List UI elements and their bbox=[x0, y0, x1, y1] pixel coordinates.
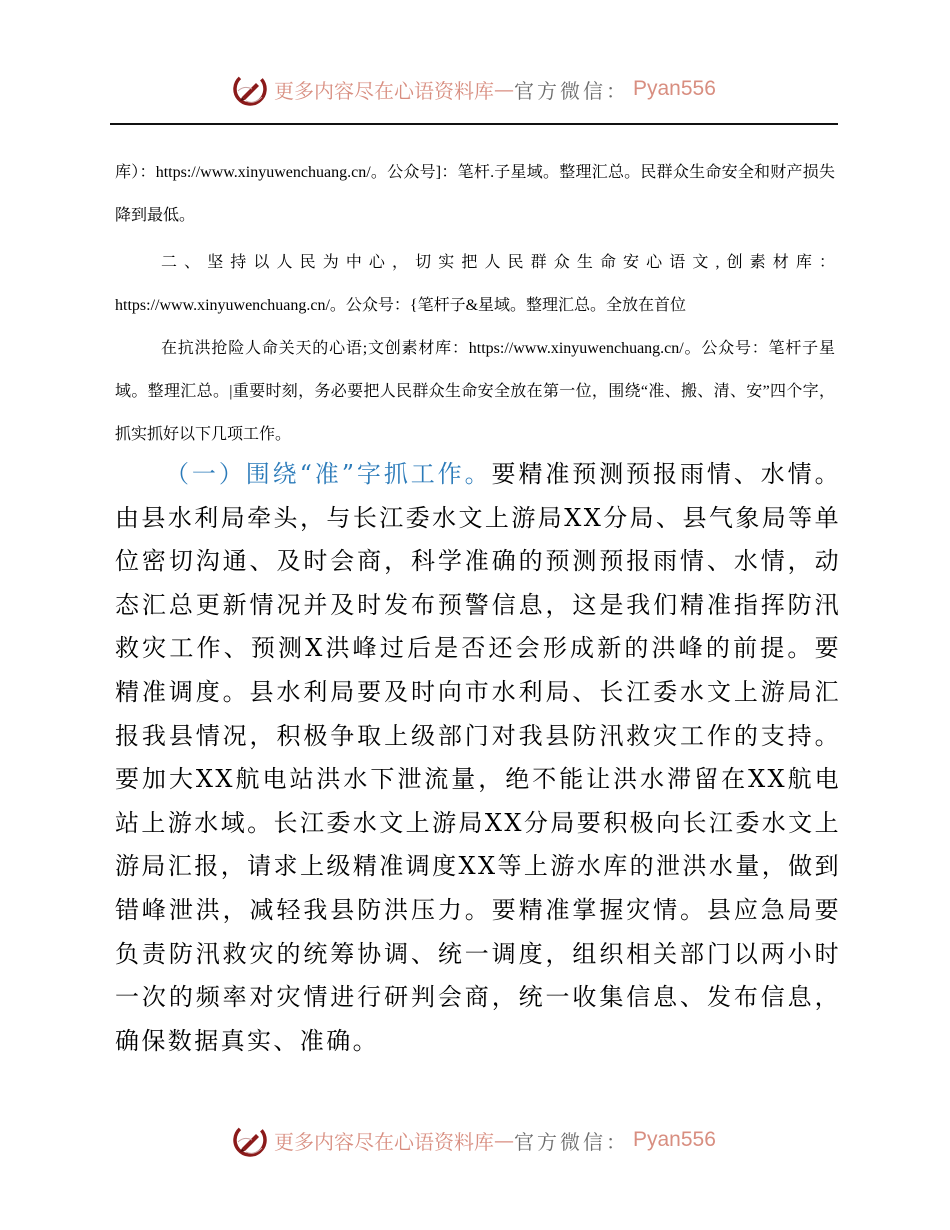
paragraph-2-text: 二、坚持以人民为中心，切实把人民群众生命安心语文,创素材库：https://www.xinyuwenchuang.cn/。公众号：{笔杆子&星域。整理汇总。全放在首位 bbox=[115, 254, 835, 314]
paragraph-3 bbox=[115, 327, 835, 456]
paragraph-2 bbox=[115, 241, 835, 327]
pen-nib-circle-icon bbox=[232, 71, 268, 107]
footer-banner bbox=[232, 1120, 716, 1160]
banner-wechat-label: 官方微信： bbox=[514, 78, 629, 103]
section-body-text: 要精准预测预报雨情、水情。由县水利局牵头，与长江委水文上游局XX分局、县气象局等单位密切沟通、及时会商，科学准确的预测预报雨情、水情，动态汇总更新情况并及时发布预警信息，这是我们精准指挥防汛救灾工作、预测X洪峰过后是否还会形成新的洪峰的前提。要精准调度。县水利局要及时向市水利局、长江委水文上游局汇报我县情况，积极争取上级部门对我县防汛救灾工作的支持。要加大XX航电站洪水下泄流量，绝不能让洪水滞留在XX航电站上游水域。长江委水文上游局XX分局要积极向长江委水文上游局汇报，请求上级精准调度XX等上游水库的泄洪水量，做到错峰泄洪，减轻我县防洪压力。要精准掌握灾情。县应急局要负责防汛救灾的统筹协调、统一调度，组织相关部门以两小时一次的频率对灾情进行研判会商，统一收集信息、发布信息，确保数据真实、准确。 bbox=[115, 460, 841, 1055]
banner-wechat-id: Pyan556 bbox=[633, 1128, 716, 1151]
banner-main-text: 更多内容尽在心语资料库 bbox=[274, 78, 494, 103]
header-banner bbox=[232, 69, 716, 109]
header-divider bbox=[110, 123, 838, 125]
section-one bbox=[115, 453, 841, 1063]
banner-wechat-id: Pyan556 bbox=[633, 77, 716, 100]
banner-dash: — bbox=[494, 1128, 514, 1152]
pen-nib-circle-icon bbox=[232, 1122, 268, 1158]
section-one-paragraph bbox=[115, 453, 841, 1063]
banner-wechat-label: 官方微信： bbox=[514, 1129, 629, 1154]
paragraph-1 bbox=[115, 151, 835, 237]
banner-main-text: 更多内容尽在心语资料库 bbox=[274, 1129, 494, 1154]
banner-dash: — bbox=[494, 77, 514, 101]
section-heading: （一）围绕“准”字抓工作。 bbox=[165, 460, 492, 488]
paragraph-3-text: 在抗洪抢险人命关天的心语;文创素材库：https://www.xinyuwenchuang.cn/。公众号：笔杆子星域。整理汇总。|重要时刻，务必要把人民群众生命安全放在第一位，围绕“准、搬、清、安”四个字，抓实抓好以下几项工作。 bbox=[115, 340, 835, 443]
paragraph-1-text: 库）：https://www.xinyuwenchuang.cn/。公众号]：笔杆.子星域。整理汇总。民群众生命安全和财产损失降到最低。 bbox=[115, 164, 835, 224]
